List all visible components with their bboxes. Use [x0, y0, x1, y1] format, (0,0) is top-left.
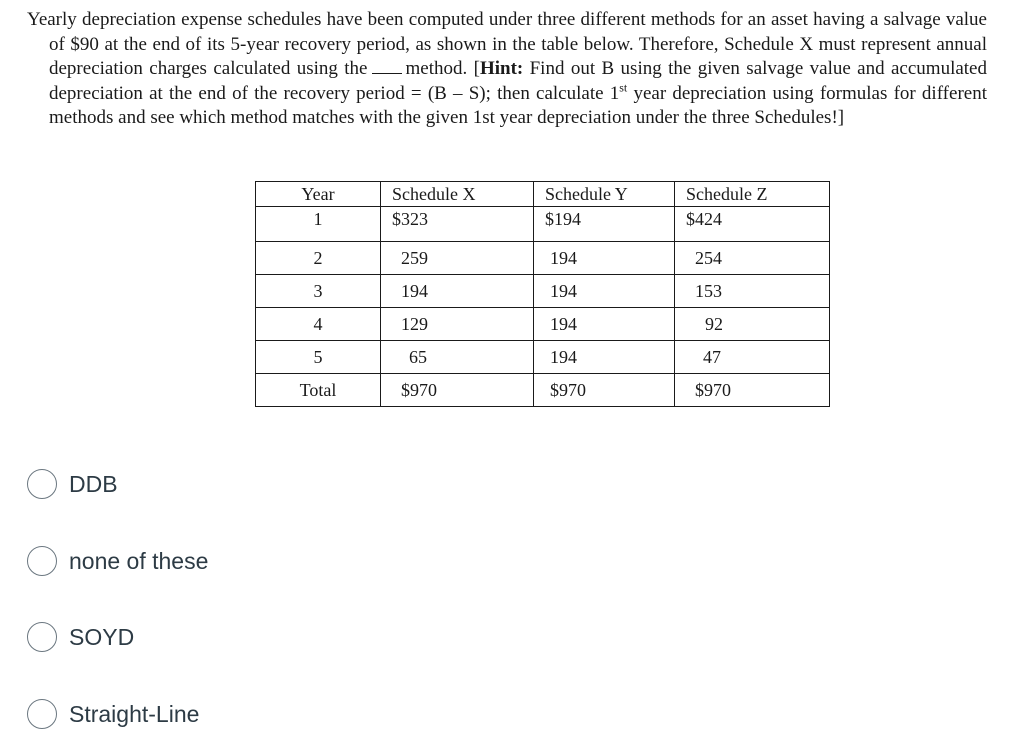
radio-button[interactable] — [27, 699, 57, 729]
superscript-st: st — [619, 80, 628, 95]
cell-z: 153 — [675, 275, 830, 308]
cell-year: 2 — [256, 242, 381, 275]
cell-x: 129 — [381, 308, 534, 341]
cell-y: 194 — [534, 308, 675, 341]
radio-button[interactable] — [27, 546, 57, 576]
hint-label: Hint: — [479, 58, 524, 79]
cell-x: 65 — [381, 341, 534, 374]
cell-x: 194 — [381, 275, 534, 308]
table-row — [256, 275, 830, 308]
question-part4: year depreciation using formulas for different methods and see which method matches with the given 1st year depreciation under the three Schedules!] — [49, 82, 987, 128]
cell-z: 47 — [675, 341, 830, 374]
cell-y: 194 — [534, 275, 675, 308]
question-part1: Yearly depreciation expense schedules have been computed under three different methods for an asset having a salvage value of $90 at the end of its 5-year recovery period, as shown in the table below. Therefore, Schedule X must represent annual depreciation charges calculated using the — [27, 9, 987, 79]
question-part3: Find out B using the given salvage value and accumulated depreciation at the end of the recovery period = (B – S); then calculate 1 — [49, 58, 987, 104]
option-label: none of these — [69, 547, 209, 574]
cell-year: 1 — [256, 207, 381, 242]
header-schedule-z: Schedule Z — [675, 182, 830, 207]
option-straight-line[interactable] — [27, 696, 199, 732]
table-row — [256, 207, 830, 242]
table-row — [256, 242, 830, 275]
cell-y: 194 — [534, 341, 675, 374]
option-ddb[interactable] — [27, 466, 118, 502]
option-label: SOYD — [69, 623, 135, 650]
cell-year: 3 — [256, 275, 381, 308]
cell-year: Total — [256, 374, 381, 407]
cell-x: $323 — [381, 207, 534, 242]
depreciation-table — [255, 181, 830, 407]
answer-blank — [372, 57, 402, 74]
radio-button[interactable] — [27, 469, 57, 499]
cell-x: 259 — [381, 242, 534, 275]
option-none-of-these[interactable] — [27, 543, 208, 579]
cell-y: 194 — [534, 242, 675, 275]
option-label: DDB — [69, 470, 118, 497]
header-year: Year — [256, 182, 381, 207]
question-text — [27, 8, 987, 131]
cell-y: $194 — [534, 207, 675, 242]
cell-year: 5 — [256, 341, 381, 374]
radio-button[interactable] — [27, 622, 57, 652]
table-row — [256, 341, 830, 374]
header-schedule-x: Schedule X — [381, 182, 534, 207]
cell-z: 254 — [675, 242, 830, 275]
header-schedule-y: Schedule Y — [534, 182, 675, 207]
cell-z: 92 — [675, 308, 830, 341]
cell-y: $970 — [534, 374, 675, 407]
cell-z: $970 — [675, 374, 830, 407]
option-soyd[interactable] — [27, 619, 134, 655]
table-row — [256, 308, 830, 341]
table-header-row — [256, 182, 830, 207]
question-part2: method. [ — [405, 58, 480, 79]
cell-z: $424 — [675, 207, 830, 242]
cell-year: 4 — [256, 308, 381, 341]
cell-x: $970 — [381, 374, 534, 407]
table-row — [256, 374, 830, 407]
option-label: Straight-Line — [69, 700, 200, 727]
